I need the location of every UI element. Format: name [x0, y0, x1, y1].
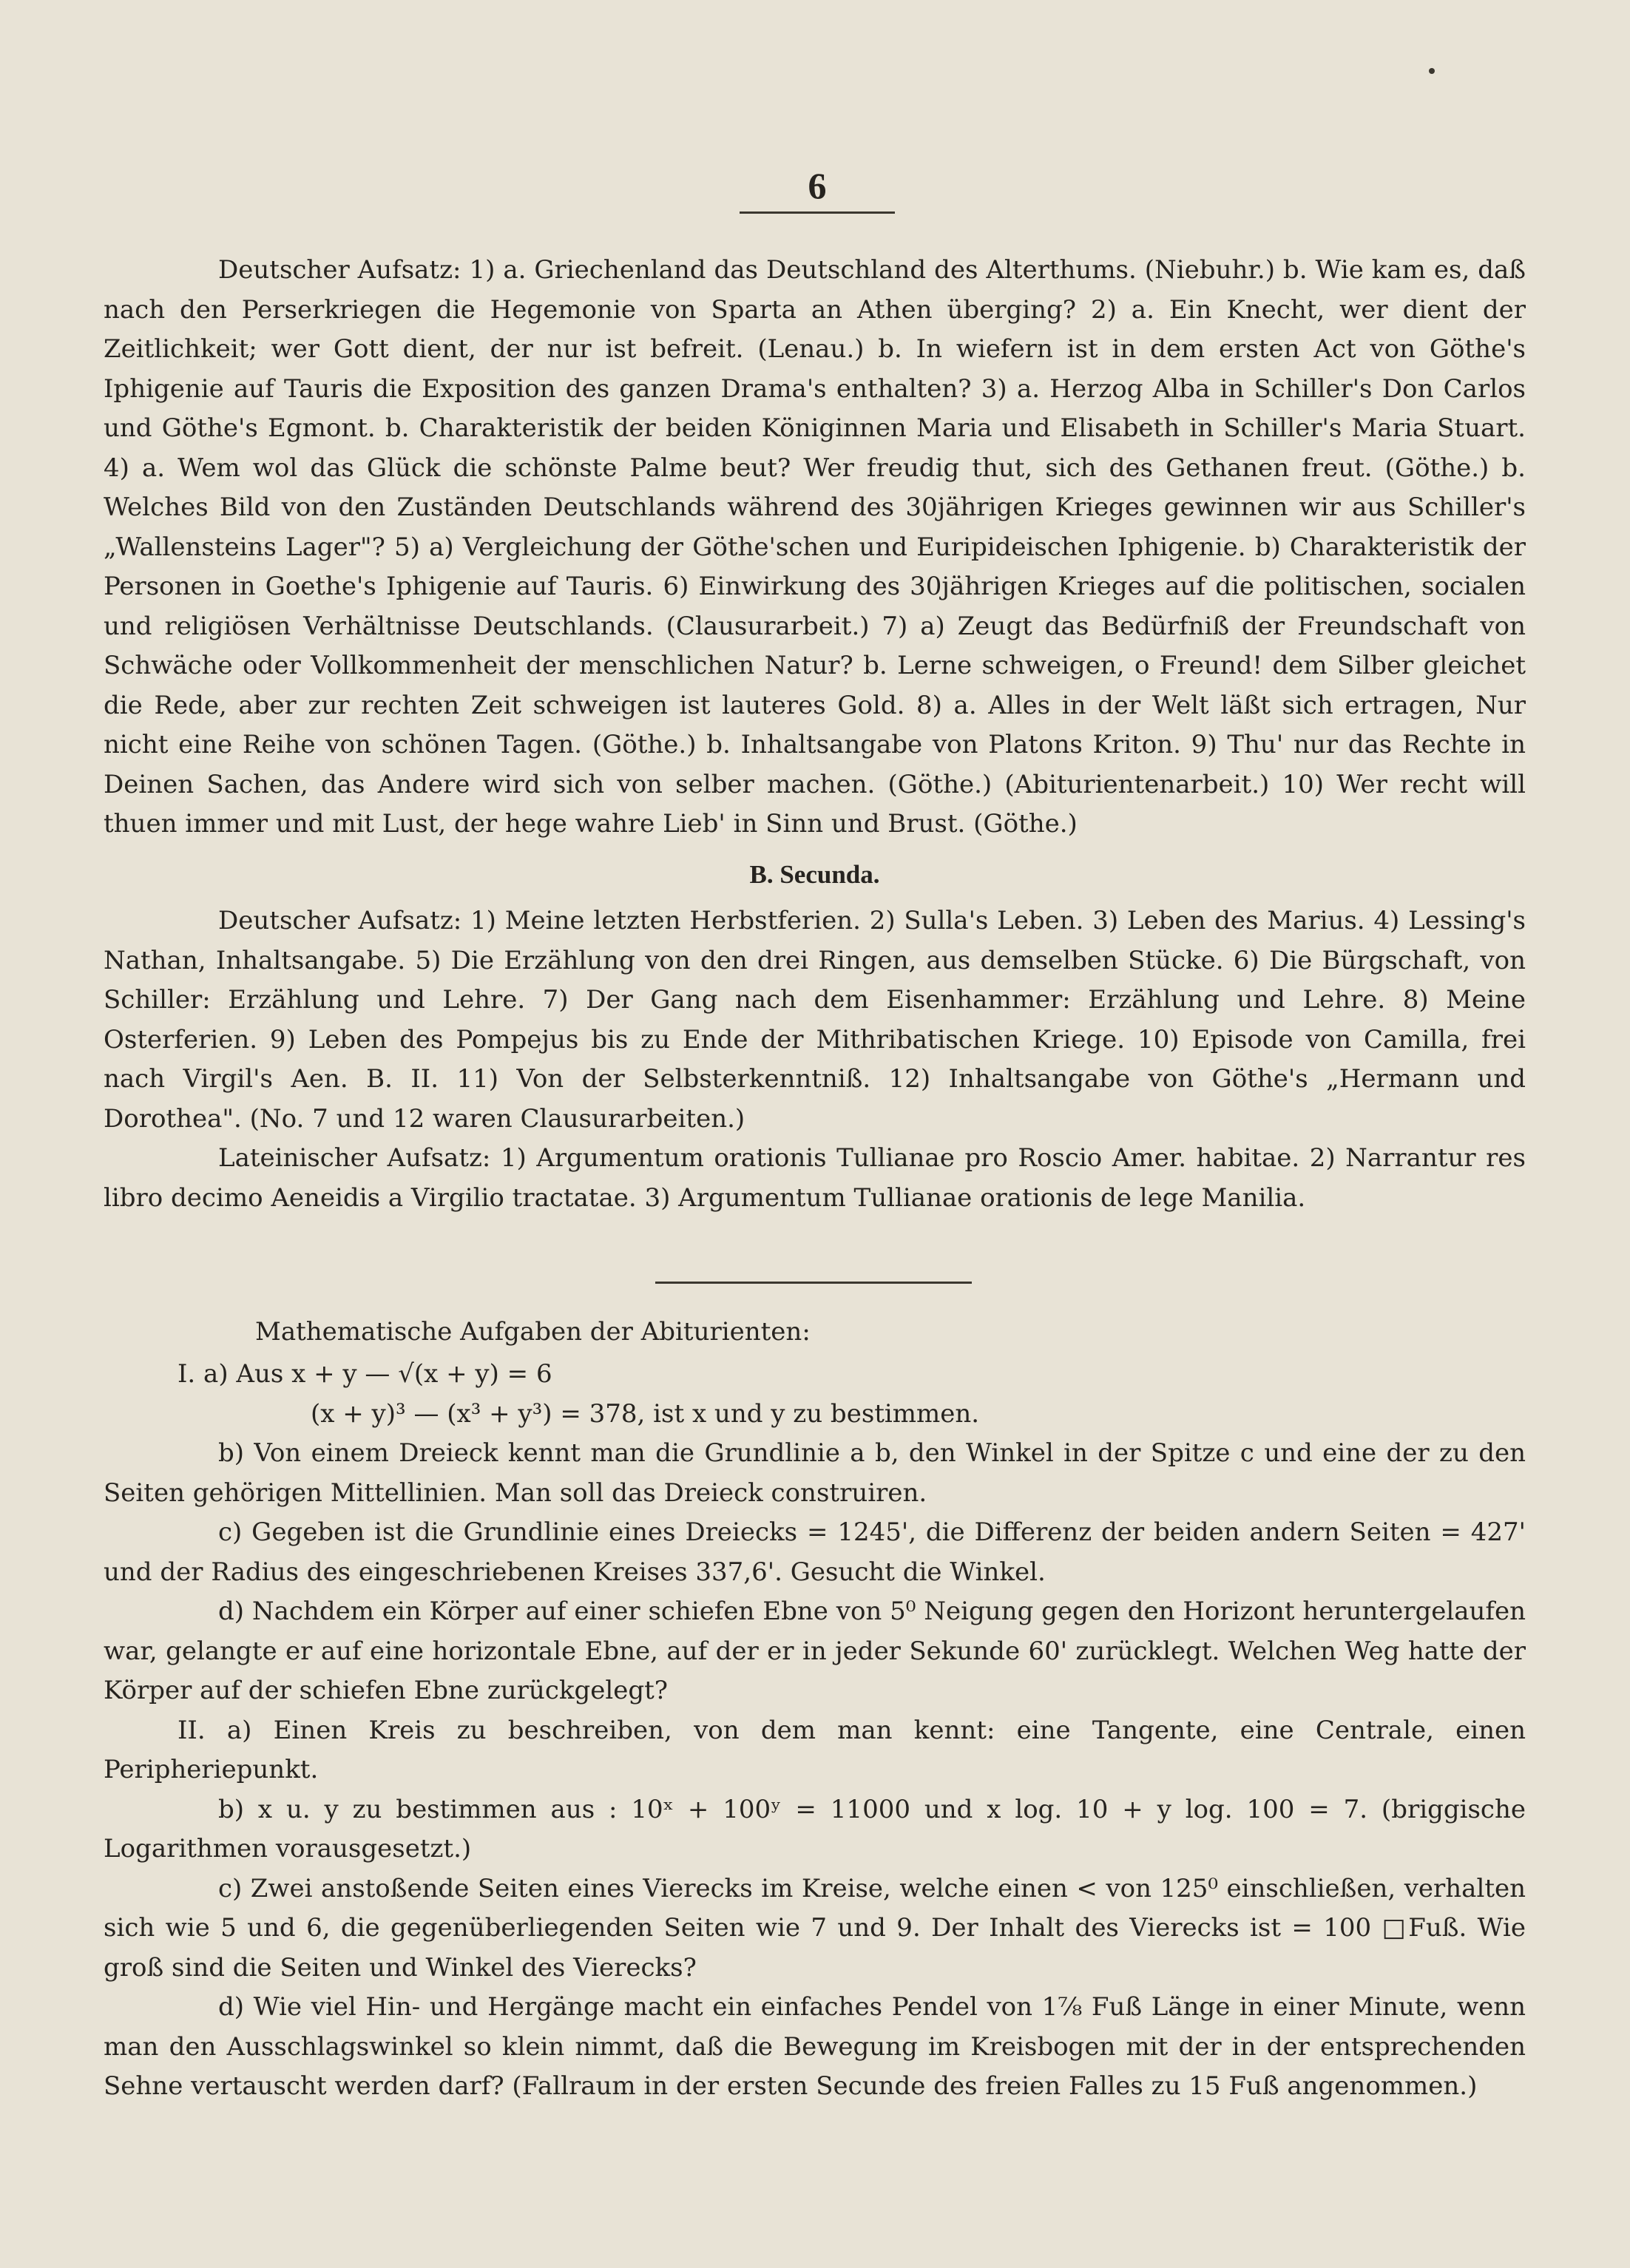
math-tasks-block [104, 1355, 1526, 2107]
math-task-ii-a: II. a) Einen Kreis zu beschreiben, von dem man kennt: eine Tangente, eine Centrale, einen Peripheriepunkt. [104, 1715, 1526, 1784]
math-task-i-d: d) Nachdem ein Körper auf einer schiefen Ebne von 5⁰ Neigung gegen den Horizont heruntergelaufen war, gelangte er auf eine horizontale Ebne, auf der er in jeder Sekunde 60' zurücklegt. Welchen Weg hatte der Körper auf der schiefen Ebne zurückgelegt? [104, 1597, 1526, 1705]
page-number: 6 [808, 165, 827, 206]
section-b-block [104, 901, 1526, 1218]
math-task-ii-c: c) Zwei anstoßende Seiten eines Vierecks im Kreise, welche einen < von 125⁰ einschließen, verhalten sich wie 5 und 6, die gegenüberliegenden Seiten wie 7 und 9. Der Inhalt des Vierecks ist = 100 □Fuß. Wie groß sind die Seiten und Winkel des Vierecks? [104, 1873, 1526, 1983]
math-task-i-b: b) Von einem Dreieck kennt man die Grundlinie a b, den Winkel in der Spitze c und eine der zu den Seiten gehörigen Mittellinien. Man soll das Dreieck construiren. [104, 1438, 1526, 1508]
latin-essay-topics-secunda: Lateinischer Aufsatz: 1) Argumentum orationis Tullianae pro Roscio Amer. habitae. 2) Narrantur res libro decimo Aeneidis a Virgilio tractatae. 3) Argumentum Tullianae orationis de lege Manilia. [104, 1143, 1526, 1213]
math-task-i-a-line1: I. a) Aus x + y — √(x + y) = 6 [177, 1359, 552, 1389]
section-a-block [104, 251, 1526, 844]
math-task-ii-b: b) x u. y zu bestimmen aus : 10ˣ + 100ʸ = 11000 und x log. 10 + y log. 100 = 7. (briggische Logarithmen vorausgesetzt.) [104, 1794, 1526, 1864]
section-heading-secunda: B. Secunda. [749, 860, 880, 889]
german-essay-topics-secunda: Deutscher Aufsatz: 1) Meine letzten Herbstferien. 2) Sulla's Leben. 3) Leben des Marius. 4) Lessing's Nathan, Inhaltsangabe. 5) Die Erzählung von den drei Ringen, aus demselben Stücke. 6) Die Bürgschaft, von Schiller: Erzählung und Lehre. 7) Der Gang nach dem Eisenhammer: Erzählung und Lehre. 8) Meine Osterferien. 9) Leben des Pompejus bis zu Ende der Mithribatischen Kriege. 10) Episode von Camilla, frei nach Virgil's Aen. B. II. 11) Von der Selbsterkenntniß. 12) Inhaltsangabe von Göthe's „Hermann und Dorothea". (No. 7 und 12 waren Clausurarbeiten.) [104, 906, 1526, 1134]
ink-speck [1429, 68, 1435, 74]
section-divider [655, 1282, 972, 1284]
page-number-rule [740, 211, 895, 214]
math-task-i-c: c) Gegeben ist die Grundlinie eines Dreiecks = 1245', die Differenz der beiden andern Seiten = 427' und der Radius des eingeschriebenen Kreises 337,6'. Gesucht die Winkel. [104, 1517, 1526, 1587]
math-tasks-title: Mathematische Aufgaben der Abiturienten: [255, 1317, 811, 1347]
math-task-i-a-line2: (x + y)³ — (x³ + y³) = 378, ist x und y zu bestimmen. [311, 1398, 980, 1429]
math-task-ii-d: d) Wie viel Hin- und Hergänge macht ein einfaches Pendel von 1⅞ Fuß Länge in einer Minute, wenn man den Ausschlagswinkel so klein nimmt, daß die Bewegung im Kreisbogen mit der in der entsprechenden Sehne vertauscht werden darf? (Fallraum in der ersten Secunde des freien Falles zu 15 Fuß angenommen.) [104, 1992, 1526, 2101]
german-essay-topics-prima: Deutscher Aufsatz: 1) a. Griechenland das Deutschland des Alterthums. (Niebuhr.) b. Wie kam es, daß nach den Perserkriegen die Hegemonie von Sparta an Athen überging? 2) a. Ein Knecht, wer dient der Zeitlichkeit; wer Gott dient, der nur ist befreit. (Lenau.) b. In wiefern ist in dem ersten Act von Göthe's Iphigenie auf Tauris die Exposition des ganzen Drama's enthalten? 3) a. Herzog Alba in Schiller's Don Carlos und Göthe's Egmont. b. Charakteristik der beiden Königinnen Maria und Elisabeth in Schiller's Maria Stuart. 4) a. Wem wol das Glück die schönste Palme beut? Wer freudig thut, sich des Gethanen freut. (Göthe.) b. Welches Bild von den Zuständen Deutschlands während des 30jährigen Krieges gewinnen wir aus Schiller's „Wallensteins Lager"? 5) a) Vergleichung der Göthe'schen und Euripideischen Iphigenie. b) Charakteristik der Personen in Goethe's Iphigenie auf Tauris. 6) Einwirkung des 30jährigen Krieges auf die politischen, socialen und religiösen Verhältnisse Deutschlands. (Clausurarbeit.) 7) a) Zeugt das Bedürfniß der Freundschaft von Schwäche oder Vollkommenheit der menschlichen Natur? b. Lerne schweigen, o Freund! dem Silber gleichet die Rede, aber zur rechten Zeit schweigen ist lauteres Gold. 8) a. Alles in der Welt läßt sich ertragen, Nur nicht eine Reihe von schönen Tagen. (Göthe.) b. Inhaltsangabe von Platons Kriton. 9) Thu' nur das Rechte in Deinen Sachen, das Andere wird sich von selber machen. (Göthe.) (Abiturientenarbeit.) 10) Wer recht will thuen immer und mit Lust, der hege wahre Lieb' in Sinn und Brust. (Göthe.) [104, 255, 1526, 839]
